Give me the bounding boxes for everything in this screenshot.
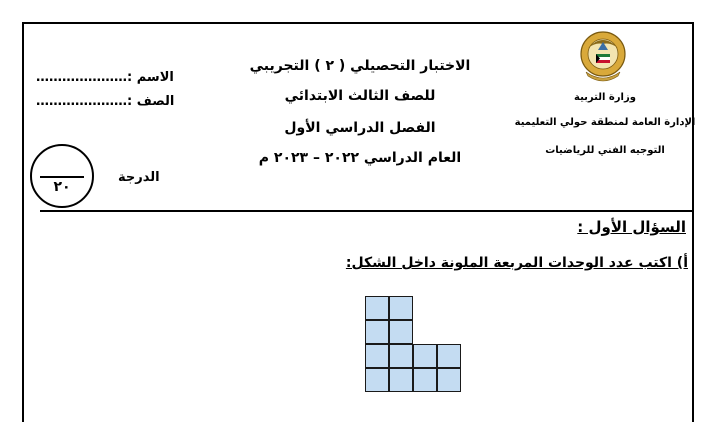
header-divider (40, 210, 692, 212)
grade-label: الدرجة (118, 170, 160, 185)
square-unit-cell (437, 368, 461, 392)
square-unit-cell (389, 368, 413, 392)
class-label: الصف : (127, 94, 175, 109)
question-title: السؤال الأول : (577, 218, 686, 236)
square-unit-cell (389, 320, 413, 344)
grade-level: للصف الثالث الابتدائي (284, 88, 436, 104)
name-dots: ………………… (36, 70, 127, 85)
square-unit-cell (389, 296, 413, 320)
square-unit-cell (365, 368, 389, 392)
square-unit-cell (389, 344, 413, 368)
exam-title: الاختبار التحصيلي ( ٢ ) التجريبي (249, 58, 471, 74)
math-supervision: التوجيه الفني للرياضيات (545, 145, 665, 156)
square-unit-cell (365, 296, 389, 320)
square-units-figure (365, 296, 465, 396)
grade-total: ٢٠ (53, 179, 71, 195)
directorate-name: الإدارة العامة لمنطقة حولي التعليمية (514, 117, 696, 128)
square-unit-cell (365, 344, 389, 368)
academic-year: العام الدراسي ٢٠٢٢ – ٢٠٢٣ م (258, 150, 462, 166)
name-field (36, 70, 174, 85)
class-field (36, 94, 174, 109)
square-unit-cell (413, 368, 437, 392)
grade-fraction-line (40, 176, 84, 178)
class-dots: ………………… (36, 94, 127, 109)
question-part-a: أ) اكتب عدد الوحدات المربعة الملونة داخل الشكل: (345, 255, 688, 271)
square-unit-cell (365, 320, 389, 344)
square-unit-cell (413, 344, 437, 368)
grade-circle (30, 144, 94, 208)
semester: الفصل الدراسي الأول (284, 120, 436, 136)
ministry-name: وزارة التربية (574, 92, 636, 103)
kuwait-emblem-icon (578, 28, 628, 88)
name-label: الاسم : (127, 70, 174, 85)
square-unit-cell (437, 344, 461, 368)
